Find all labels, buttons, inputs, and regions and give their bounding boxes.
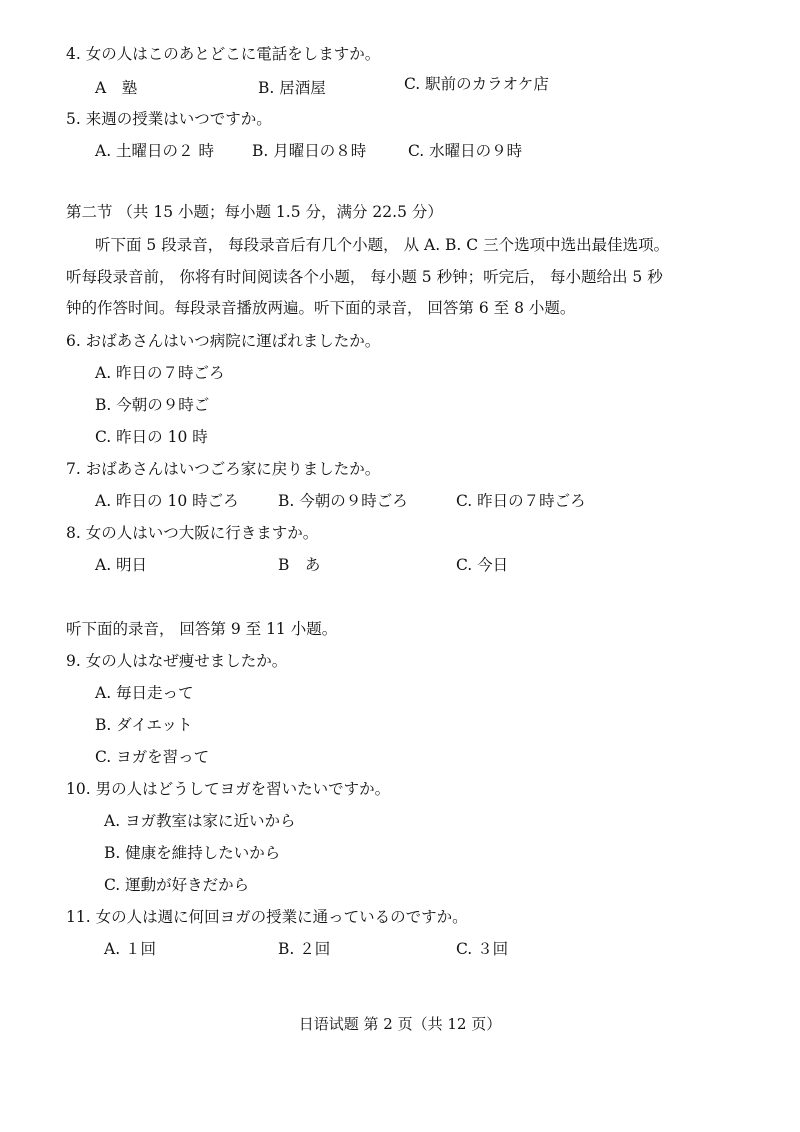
question-6-option-b: B. 今朝の９時ご	[95, 396, 210, 414]
question-11-option-c: C. ３回	[456, 940, 509, 958]
question-7-option-b: B. 今朝の９時ごろ	[278, 492, 408, 510]
instructions-line-2: 听每段录音前， 你将有时间阅读各个小题， 每小题 5 秒钟；听完后， 每小题给出 5 秒	[66, 268, 663, 286]
question-8-option-c: C. 今日	[456, 556, 509, 574]
question-4-option-a: A 塾	[95, 79, 138, 97]
question-7-stem: 7. おばあさんはいつごろ家に戻りましたか。	[66, 460, 381, 478]
page-footer: 日语试题 第 2 页（共 12 页）	[298, 1015, 502, 1033]
question-6-option-c: C. 昨日の 10 時	[95, 428, 208, 446]
question-10-stem: 10. 男の人はどうしてヨガを習いたいですか。	[66, 780, 391, 798]
question-7-option-c: C. 昨日の７時ごろ	[456, 492, 586, 510]
instructions-line-3: 钟的作答时间。每段录音播放两遍。听下面的录音， 回答第 6 至 8 小题。	[66, 299, 576, 317]
section-heading: 第二节 （共 15 小题；每小题 1.5 分，满分 22.5 分）	[66, 203, 443, 221]
question-8-option-a: A. 明日	[95, 556, 148, 574]
question-8-stem: 8. 女の人はいつ大阪に行きますか。	[66, 524, 319, 542]
question-11-stem: 11. 女の人は週に何回ヨガの授業に通っているのですか。	[66, 908, 468, 926]
group-intro: 听下面的录音， 回答第 9 至 11 小题。	[66, 620, 338, 638]
question-10-option-a: A. ヨガ教室は家に近いから	[104, 812, 296, 830]
question-9-option-b: B. ダイエット	[95, 716, 193, 734]
question-8-option-b: B あ	[278, 556, 321, 574]
question-9-option-a: A. 毎日走って	[95, 684, 194, 702]
question-4-stem: 4. 女の人はこのあとどこに電話をしますか。	[66, 45, 381, 63]
question-11-option-a: A. １回	[104, 940, 157, 958]
question-11-option-b: B. ２回	[278, 940, 331, 958]
question-6-stem: 6. おばあさんはいつ病院に運ばれましたか。	[66, 332, 381, 350]
question-9-stem: 9. 女の人はなぜ痩せましたか。	[66, 652, 288, 670]
question-6-option-a: A. 昨日の７時ごろ	[95, 364, 225, 382]
instructions-line-1: 听下面 5 段录音， 每段录音后有几个小题， 从 A. B. C 三个选项中选出最佳选项。	[95, 236, 670, 254]
question-10-option-c: C. 運動が好きだから	[104, 876, 250, 894]
question-5-option-b: B. 月曜日の８時	[252, 142, 367, 160]
question-9-option-c: C. ヨガを習って	[95, 748, 210, 766]
question-7-option-a: A. 昨日の 10 時ごろ	[95, 492, 239, 510]
question-4-option-b: B. 居酒屋	[258, 79, 326, 97]
question-4-option-c: C. 駅前のカラオケ店	[404, 75, 549, 93]
question-5-option-a: A. 土曜日の２ 時	[95, 142, 214, 160]
question-10-option-b: B. 健康を維持したいから	[104, 844, 281, 862]
question-5-option-c: C. 水曜日の９時	[408, 142, 523, 160]
question-5-stem: 5. 来週の授業はいつですか。	[66, 110, 272, 128]
